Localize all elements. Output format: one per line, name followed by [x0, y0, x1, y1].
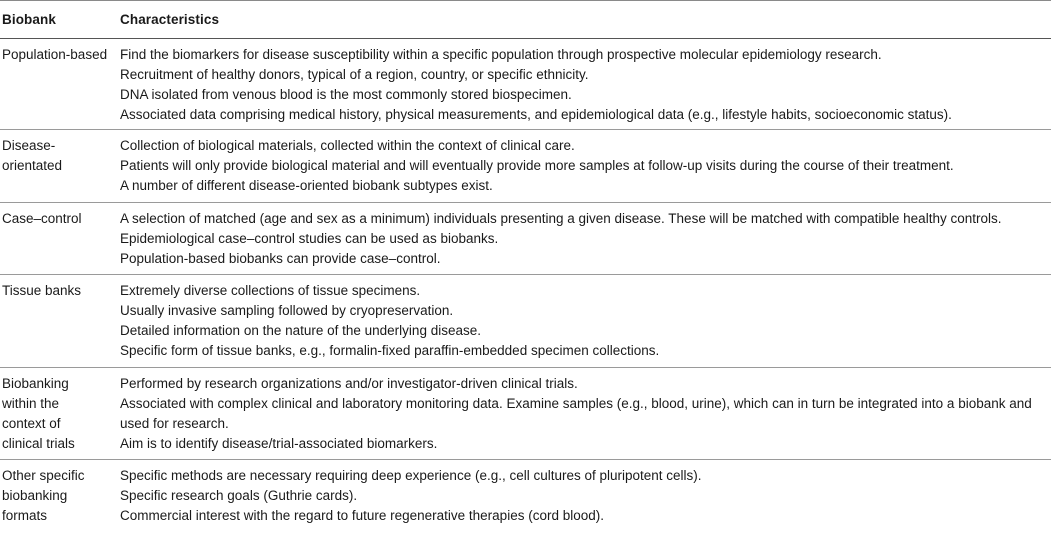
row-characteristics	[120, 368, 1051, 459]
table-row	[0, 460, 1051, 533]
table-row	[0, 368, 1051, 460]
row-category: Biobanking within the context of clinical trials	[2, 376, 75, 451]
characteristic-line: Population-based biobanks can provide case–control.	[120, 251, 441, 266]
characteristic-line: DNA isolated from venous blood is the most commonly stored biospecimen.	[120, 87, 572, 102]
header-biobank: Biobank	[2, 12, 56, 27]
characteristic-line: Specific form of tissue banks, e.g., formalin-fixed paraffin-embedded specimen collections.	[120, 343, 660, 358]
header-characteristics: Characteristics	[120, 12, 220, 27]
row-characteristics	[120, 203, 1051, 274]
row-category: Other specific biobanking formats	[2, 468, 85, 523]
characteristic-line: Specific methods are necessary requiring deep experience (e.g., cell cultures of pluripotent cells).	[120, 468, 702, 483]
table-row	[0, 275, 1051, 368]
row-characteristics	[120, 130, 1051, 202]
characteristic-line: Recruitment of healthy donors, typical of a region, country, or specific ethnicity.	[120, 67, 589, 82]
characteristic-line: Associated data comprising medical history, physical measurements, and epidemiological data (e.g., lifestyle habits, socioeconomic status).	[120, 107, 952, 122]
characteristic-line: A selection of matched (age and sex as a minimum) individuals presenting a given disease. These will be matched with compatible healthy controls.	[120, 211, 1002, 226]
table-row	[0, 39, 1051, 130]
characteristic-line: Patients will only provide biological material and will eventually provide more samples at follow-up visits during the course of their treatment.	[120, 158, 954, 173]
characteristic-line: Usually invasive sampling followed by cryopreservation.	[120, 303, 454, 318]
characteristic-line: Aim is to identify disease/trial-associated biomarkers.	[120, 436, 438, 451]
characteristic-line: Associated with complex clinical and laboratory monitoring data. Examine samples (e.g., blood, urine), which can in turn be integrated into a biobank and used for research.	[120, 396, 1032, 431]
table-row	[0, 130, 1051, 203]
characteristic-line: Specific research goals (Guthrie cards).	[120, 488, 358, 503]
row-characteristics	[120, 460, 1051, 533]
characteristic-line: Performed by research organizations and/or investigator-driven clinical trials.	[120, 376, 578, 391]
table-row	[0, 203, 1051, 275]
characteristic-line: Detailed information on the nature of the underlying disease.	[120, 323, 481, 338]
characteristic-line: A number of different disease-oriented biobank subtypes exist.	[120, 178, 493, 193]
row-characteristics	[120, 39, 1051, 129]
row-category: Disease-orientated	[2, 138, 63, 173]
row-category: Case–control	[2, 211, 82, 226]
characteristic-line: Epidemiological case–control studies can be used as biobanks.	[120, 231, 499, 246]
characteristic-line: Extremely diverse collections of tissue specimens.	[120, 283, 421, 298]
row-characteristics	[120, 275, 1051, 367]
characteristic-line: Commercial interest with the regard to future regenerative therapies (cord blood).	[120, 508, 604, 523]
characteristic-line: Collection of biological materials, collected within the context of clinical care.	[120, 138, 575, 153]
characteristic-line: Find the biomarkers for disease susceptibility within a specific population through prospective molecular epidemiology research.	[120, 47, 882, 62]
row-category: Tissue banks	[2, 283, 82, 298]
row-category: Population-based	[2, 47, 108, 62]
table-header	[0, 1, 1051, 39]
